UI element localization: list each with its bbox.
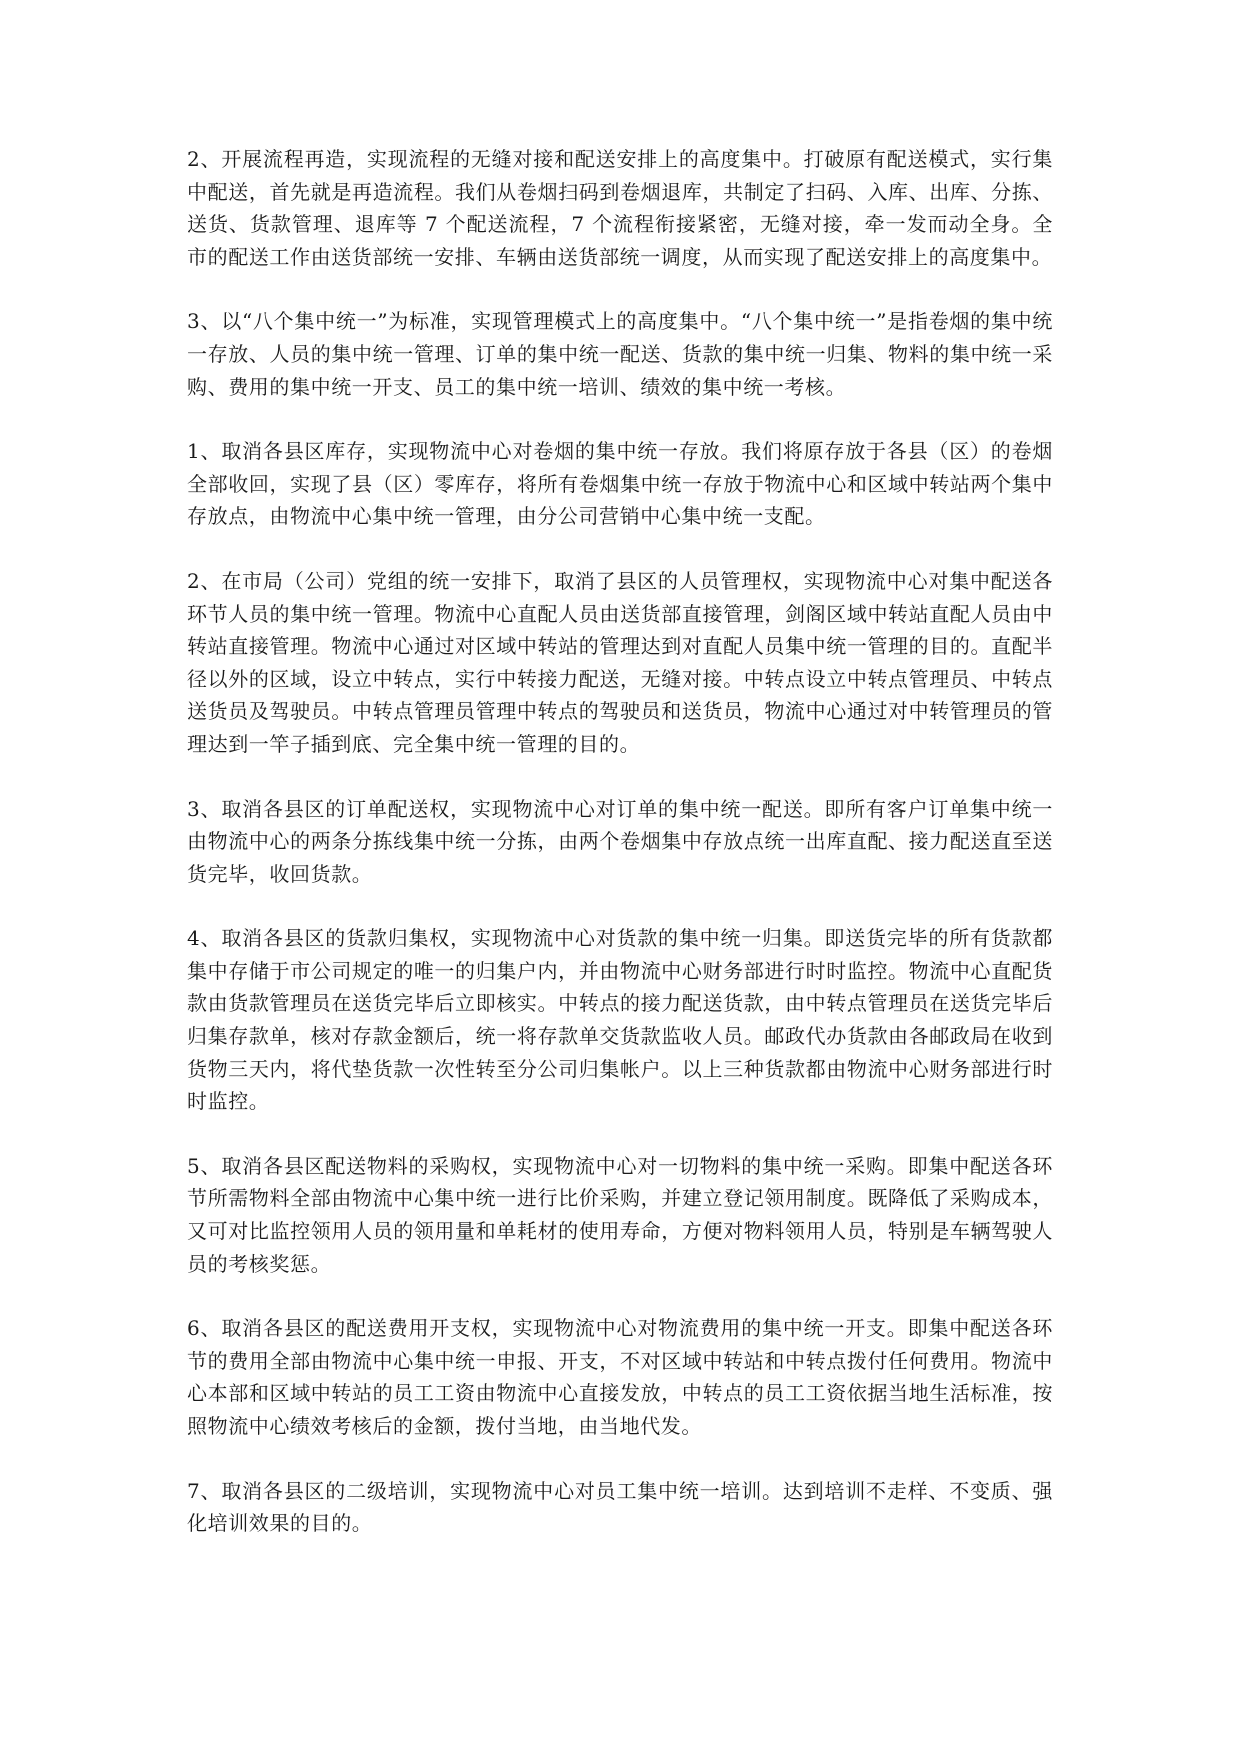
paragraph-eight-centralizations: 3、以“八个集中统一”为标准，实现管理模式上的高度集中。“八个集中统一”是指卷烟的集中统一存放、人员的集中统一管理、订单的集中统一配送、货款的集中统一归集、物料的集中统一采购、费用的集中统一开支、员工的集中统一培训、绩效的集中统一考核。 bbox=[187, 309, 1053, 399]
paragraph-orders: 3、取消各县区的订单配送权，实现物流中心对订单的集中统一配送。即所有客户订单集中统一由物流中心的两条分拣线集中统一分拣，由两个卷烟集中存放点统一出库直配、接力配送直至送货完毕，收回货款。 bbox=[187, 796, 1053, 886]
paragraph-training: 7、取消各县区的二级培训，实现物流中心对员工集中统一培训。达到培训不走样、不变质、强化培训效果的目的。 bbox=[187, 1478, 1053, 1536]
paragraph-storage: 1、取消各县区库存，实现物流中心对卷烟的集中统一存放。我们将原存放于各县（区）的卷烟全部收回，实现了县（区）零库存，将所有卷烟集中统一存放于物流中心和区域中转站两个集中存放点，由物流中心集中统一管理，由分公司营销中心集中统一支配。 bbox=[187, 439, 1053, 529]
paragraph-payments: 4、取消各县区的货款归集权，实现物流中心对货款的集中统一归集。即送货完毕的所有货款都集中存储于市公司规定的唯一的归集户内，并由物流中心财务部进行时时监控。物流中心直配货款由货款管理员在送货完毕后立即核实。中转点的接力配送货款，由中转点管理员在送货完毕后归集存款单，核对存款金额后，统一将存款单交货款监收人员。邮政代办货款由各邮政局在收到货物三天内，将代垫货款一次性转至分公司归集帐户。以上三种货款都由物流中心财务部进行时时监控。 bbox=[187, 926, 1053, 1114]
paragraph-procurement: 5、取消各县区配送物料的采购权，实现物流中心对一切物料的集中统一采购。即集中配送各环节所需物料全部由物流中心集中统一进行比价采购，并建立登记领用制度。既降低了采购成本，又可对比监控领用人员的领用量和单耗材的使用寿命，方便对物料领用人员，特别是车辆驾驶人员的考核奖惩。 bbox=[187, 1153, 1053, 1276]
paragraph-expenses: 6、取消各县区的配送费用开支权，实现物流中心对物流费用的集中统一开支。即集中配送各环节的费用全部由物流中心集中统一申报、开支，不对区域中转站和中转点拨付任何费用。物流中心本部和区域中转站的员工工资由物流中心直接发放，中转点的员工工资依据当地生活标准，按照物流中心绩效考核后的金额，拨付当地，由当地代发。 bbox=[187, 1316, 1053, 1438]
paragraph-process-reengineering: 2、开展流程再造，实现流程的无缝对接和配送安排上的高度集中。打破原有配送模式，实行集中配送，首先就是再造流程。我们从卷烟扫码到卷烟退库，共制定了扫码、入库、出库、分拣、送货、货款管理、退库等 7 个配送流程，7 个流程衔接紧密，无缝对接，牵一发而动全身。全市的配送工作由送货部统一安排、车辆由送货部统一调度，从而实现了配送安排上的高度集中。 bbox=[187, 147, 1053, 269]
paragraph-personnel: 2、在市局（公司）党组的统一安排下，取消了县区的人员管理权，实现物流中心对集中配送各环节人员的集中统一管理。物流中心直配人员由送货部直接管理，剑阁区域中转站直配人员由中转站直接管理。物流中心通过对区域中转站的管理达到对直配人员集中统一管理的目的。直配半径以外的区域，设立中转点，实行中转接力配送，无缝对接。中转点设立中转点管理员、中转点送货员及驾驶员。中转点管理员管理中转点的驾驶员和送货员，物流中心通过对中转管理员的管理达到一竿子插到底、完全集中统一管理的目的。 bbox=[187, 568, 1053, 756]
document-page bbox=[187, 143, 1053, 1572]
